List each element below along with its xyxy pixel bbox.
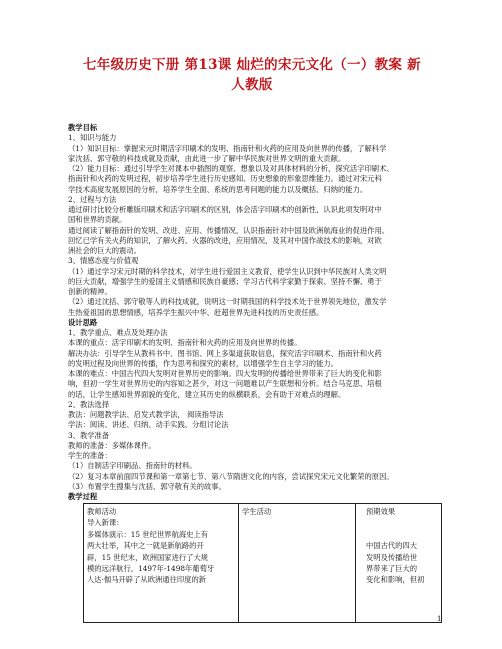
section-heading: 教学过程 bbox=[68, 492, 98, 501]
cell-line bbox=[366, 517, 438, 528]
cell-line: 教师活动 bbox=[87, 507, 117, 516]
section-heading: 设计思路 bbox=[68, 317, 98, 327]
text-line: 指南针和火药的发明过程，初步培养学生进行历史感知、历史想象的形象思维能力。通过对宋元科 bbox=[68, 174, 382, 184]
expected-effect-cell bbox=[356, 504, 442, 623]
text-line: 创新的精神。 bbox=[68, 287, 112, 296]
text-line: 本课的重点：活字印刷术的发明、指南针和火药的应用及向世界的传播。 bbox=[68, 338, 302, 348]
text-line: 学生的准备： bbox=[68, 451, 112, 460]
text-line: 响，但初一学生对世界历史的内容知之甚少，对这一问题难以产生联想和分析。结合马克思、培根 bbox=[68, 379, 382, 389]
text-line: 通过阅读了解指南针的发明、改进、应用、传播情况，认识指南针对中国及欧洲航海业的促进作用。 bbox=[68, 225, 390, 235]
table-row bbox=[84, 504, 442, 623]
teaching-process-table bbox=[83, 503, 442, 623]
text-line: 1、教学重点、难点及处理办法 bbox=[68, 328, 168, 337]
cell-line: 辟，15 世纪末，欧洲国家进行了大规 bbox=[87, 552, 209, 562]
text-line: 回忆已学有关火药的知识，了解火药、火器的改进，应用情况，及其对中国作战技术的影响，对欧 bbox=[68, 235, 382, 245]
text-line: （1）自制活字印刷品、指南针的材料。 bbox=[68, 461, 197, 471]
text-line: （2）能力目标：通过引导学生对课本中插图的观察、想象以及对具体材料的分析，探究活字印刷术、 bbox=[68, 164, 394, 173]
document-title bbox=[62, 55, 442, 95]
text-line: 的话，让学生感知世界面貌的变化，建立其历史的纵横联系，会有助于对难点的理解。 bbox=[68, 389, 346, 399]
title-line-1: 七年级历史下册 第13课 灿烂的宋元文化（一）教案 新 bbox=[83, 57, 421, 73]
cell-line: 模的远洋航行，1497年-1498年葡萄牙 bbox=[87, 564, 215, 574]
cell-line: 预期效果 bbox=[366, 507, 396, 516]
text-line: 学技术高度发展原因的分析，培养学生全面、系统的思考问题的能力以及概括、归纳的能力。 bbox=[68, 184, 368, 194]
text-line: 的发明过程及向世界的传播，作为思考和探究的素材，以增强学生自主学习的能力。 bbox=[68, 358, 338, 368]
text-line: （2）通过沈括、郭守敬等人的科技成就，说明这一时期我国的科学技术处于世界领先地位，激发学 bbox=[68, 297, 387, 307]
cell-line bbox=[366, 529, 438, 540]
text-line: 解决办法：引导学生从教科书中、图书馆、网上多渠道获取信息，探究活字印刷术、指南针和火药 bbox=[68, 348, 382, 358]
text-line: （2）复习本章前面四节课和第一章第七节、第八节隋唐文化的内容，尝试探究宋元文化繁荣的原因。 bbox=[68, 471, 394, 481]
text-line: 通过研讨比较分析雕版印刷术和活字印刷术的区别，体会活字印刷术的创新性，认识此项发明对中 bbox=[68, 205, 382, 214]
text-line: （1）通过学习宋元时期的科学技术，对学生进行爱国主义教育，使学生认识到中华民族对人类文明 bbox=[68, 266, 387, 276]
text-line: 生热爱祖国的思想情感，培养学生振兴中华、赶超世界先进科技的历史责任感。 bbox=[68, 307, 324, 317]
cell-line: 中国古代的四大 bbox=[366, 541, 418, 551]
text-line: 的巨大贡献，增强学生的爱国主义情感和民族自豪感；学习古代科学家勤于探索、坚持不懈、勇于 bbox=[68, 276, 382, 286]
cell-line: 两大壮举，其中之一就是新航路的开 bbox=[87, 541, 204, 551]
text-line: 3、情感态度与价值观 bbox=[68, 256, 139, 266]
title-line-2: 人教版 bbox=[231, 77, 273, 93]
cell-line: 界带来了巨大的 bbox=[366, 564, 418, 573]
page-number: 1 bbox=[437, 615, 442, 623]
text-line: 家沈括、郭守敬的科技成就及贡献，由此进一步了解中华民族对世界文明的重大贡献。 bbox=[68, 153, 346, 163]
text-line: 学法：阅读、讲述、归纳、动手实践、分组讨论法 bbox=[68, 420, 229, 430]
cell-line: 人达·伽马开辟了从欧洲通往印度的新 bbox=[87, 575, 207, 585]
text-line: 国和世界的贡献。 bbox=[68, 215, 127, 225]
text-line: 本课的难点：中国古代四大发明对世界历史的影响。四大发明的传播给世界带来了巨大的变化和影 bbox=[68, 369, 382, 378]
text-line: 1、知识与能力 bbox=[68, 133, 117, 143]
cell-line: 多媒体演示：15 世纪世界航海史上有 bbox=[87, 529, 209, 539]
teacher-activity-cell bbox=[84, 504, 239, 623]
text-line: 教师的准备：多媒体课件。 bbox=[68, 440, 156, 450]
text-line: （1）知识目标：掌握宋元时期活字印刷术的发明、指南针和火药的应用及向世界的传播，了解科学 bbox=[68, 143, 387, 153]
cell-line: 导入新课： bbox=[87, 518, 124, 528]
document-body bbox=[68, 123, 438, 502]
text-line: 2、过程与方法 bbox=[68, 194, 117, 204]
cell-line: 学生活动 bbox=[242, 507, 272, 516]
section-heading: 教学目标 bbox=[68, 123, 98, 132]
text-line: 教法：问题教学法、启发式教学法， 阅读指导法 bbox=[68, 410, 224, 419]
cell-line: 变化和影响，但初 bbox=[366, 575, 425, 585]
text-line: （3）布置学生搜集与沈括、郭守敬有关的故事。 bbox=[68, 481, 226, 491]
text-line: 洲社会的巨大的震动。 bbox=[68, 246, 141, 255]
cell-line: 发明及传播给世 bbox=[366, 552, 418, 562]
text-line: 3、教学准备 bbox=[68, 430, 110, 440]
student-activity-cell bbox=[239, 504, 356, 623]
text-line: 2、教法选择 bbox=[68, 399, 110, 409]
